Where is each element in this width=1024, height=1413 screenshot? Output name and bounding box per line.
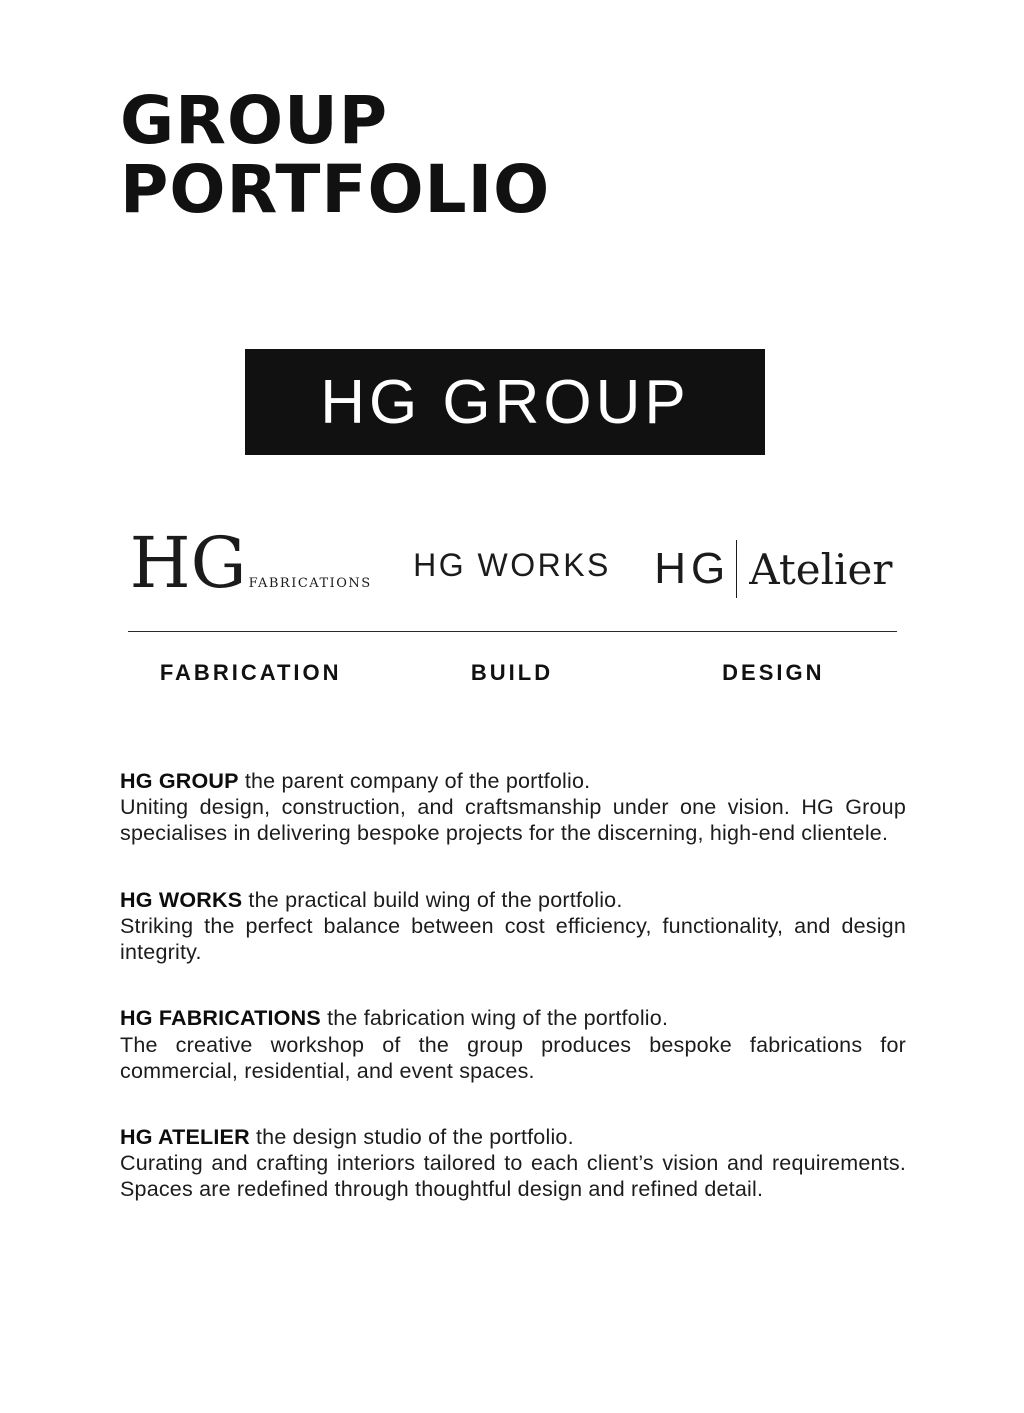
- category-label-fabrication: FABRICATION: [159, 660, 342, 685]
- page-title: [120, 82, 551, 229]
- section-lead: HG GROUP: [120, 769, 239, 793]
- category-label-build: BUILD: [470, 660, 554, 685]
- category-label-design: DESIGN: [722, 660, 825, 685]
- works-mark: HG WORKS: [413, 547, 611, 583]
- section-heading: [120, 1005, 906, 1031]
- title-line-1: GROUP: [120, 82, 389, 159]
- logo-atelier: [643, 540, 904, 598]
- logo-fabrications: [120, 522, 381, 604]
- horizontal-divider: [128, 631, 897, 632]
- atelier-mark: HG: [654, 544, 731, 593]
- section-body-text: Curating and crafting interiors tailored to each client’s vision and requirements. Spaces are redefined through thoughtful design and refined detail.: [120, 1151, 906, 1202]
- section-heading: [120, 768, 906, 794]
- section-tagline: the parent company of the portfolio.: [238, 769, 591, 793]
- section-body-text: Striking the perfect balance between cost efficiency, functionality, and design integrity.: [120, 913, 906, 965]
- section-tagline: the practical build wing of the portfolio.: [242, 887, 623, 912]
- brand-banner-text: HG GROUP: [320, 367, 690, 437]
- fabrications-mark: HG: [129, 522, 247, 604]
- body-copy: [120, 768, 906, 1243]
- section-lead: HG WORKS: [120, 887, 243, 912]
- atelier-divider-bar: [736, 540, 737, 598]
- title-line-2: PORTFOLIO: [120, 151, 551, 229]
- logo-works: [381, 547, 642, 598]
- section-hg-atelier: [120, 1124, 906, 1203]
- section-heading: [120, 1124, 906, 1150]
- section-hg-works: [120, 887, 906, 966]
- brand-logos-row: [120, 506, 904, 604]
- section-body-text: The creative workshop of the group produces bespoke fabrications for commercial, residential, and event spaces.: [120, 1032, 906, 1083]
- section-hg-fabrications: [120, 1005, 906, 1084]
- section-tagline: the fabrication wing of the portfolio.: [320, 1006, 669, 1031]
- section-lead: HG FABRICATIONS: [120, 1006, 321, 1031]
- section-tagline: the design studio of the portfolio.: [249, 1124, 574, 1149]
- brand-banner: [245, 349, 765, 455]
- section-heading: [120, 887, 906, 913]
- section-lead: HG ATELIER: [120, 1124, 250, 1149]
- atelier-name: Atelier: [749, 544, 893, 594]
- fabrications-subtext: FABRICATIONS: [248, 576, 372, 591]
- category-labels-row: [120, 660, 904, 686]
- section-body-text: Uniting design, construction, and craftsmanship under one vision. HG Group specialises in delivering bespoke projects for the discerning, high-end clientele.: [120, 795, 906, 846]
- section-hg-group: [120, 768, 906, 847]
